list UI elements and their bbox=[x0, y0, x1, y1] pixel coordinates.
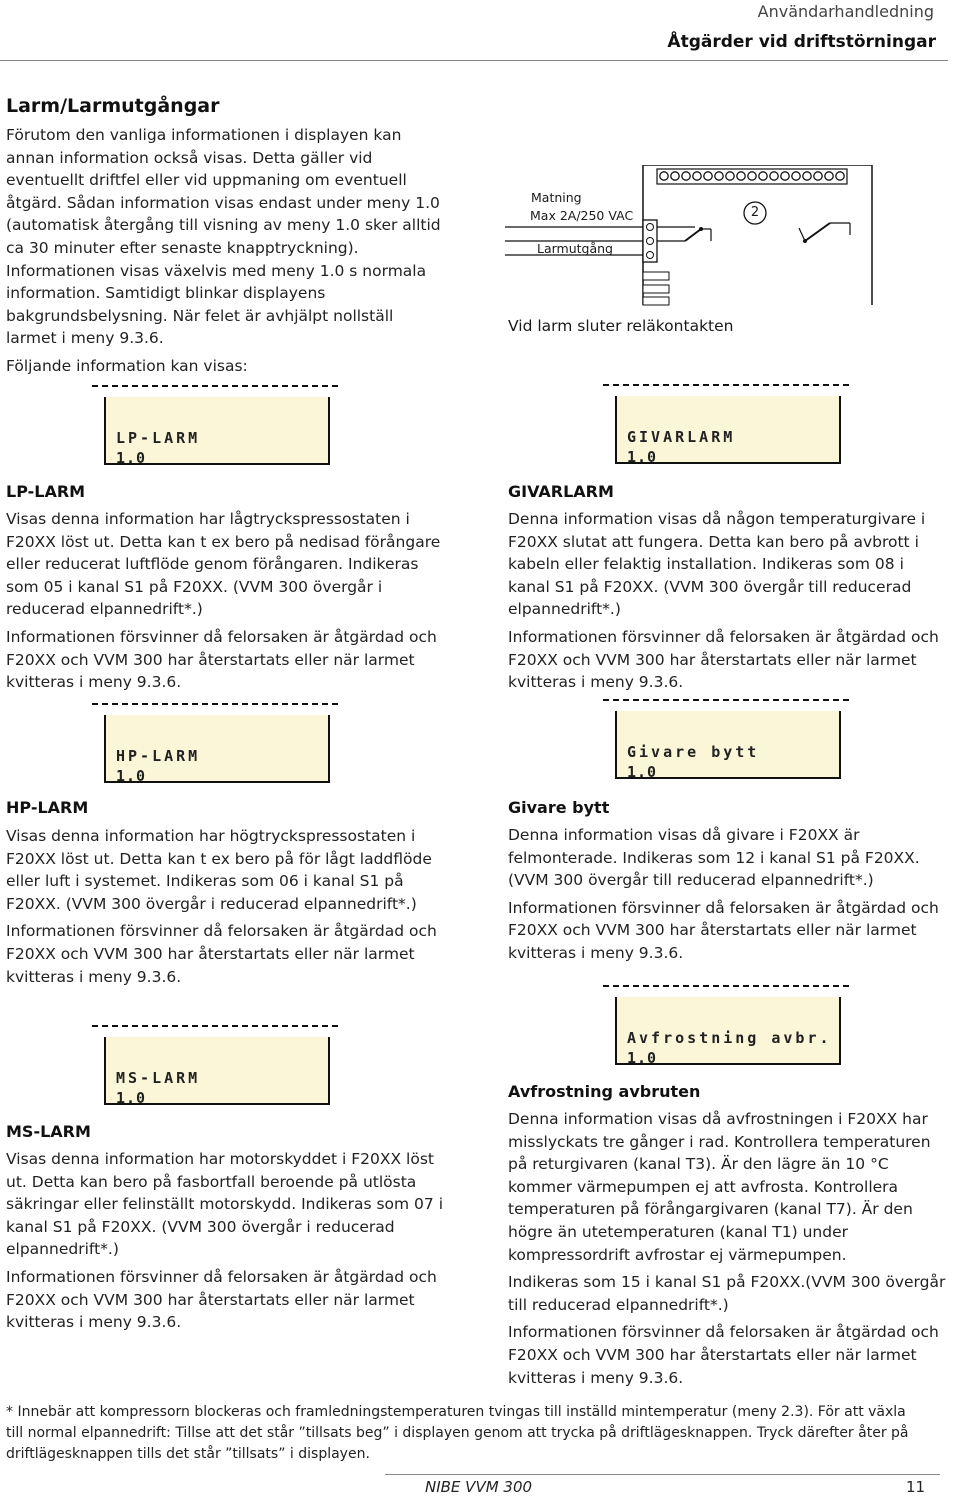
intro-text bbox=[6, 124, 446, 378]
alarm-description: Denna information visas då avfrostningen i F20XX har misslyckats tre gånger i rad. Kontrollera temperaturen på returgivaren (kanal T3). Är den lägre än 10 °C kommer värmepumpen ej att avfrosta. Kontrollera temperaturen på förångargivaren (kanal T7). Är den högre än utetemperaturen (kanal T1) under kompressordrift avfrostar ej värmepumpen. Indikeras som 15 i kanal S1 på F20XX.(VVM 300 övergår till reducerad elpannedrift*.) Informationen försvinner då felorsaken är åtgärdad och F20XX och VVM 300 har återstartats eller när larmet kvitteras i meny 9.3.6. bbox=[508, 1110, 946, 1387]
alarm-description: Denna information visas då någon temperaturgivare i F20XX slutat att fungera. Detta kan bero på avbrott i kabeln eller felaktig installation. Indikeras som 08 i kanal S1 på F20XX. (VVM 300 övergår till reducerad elpannedrift*.) Informationen försvinner då felorsaken är åtgärdad och F20XX och VVM 300 har återstartats eller när larmet kvitteras i meny 9.3.6. bbox=[508, 510, 939, 692]
footnote: * Innebär att kompressorn blockeras och framledningstemperaturen tvingas till inställd mintemperatur (meny 2.3). För att växla till normal elpannedrift: Tillse att det står ”tillsats beg” i displayen genom att trycka på driftlägesknappen. Tryck därefter åter på driftlägesknappen tills det står ”tillsats” i displayen. bbox=[6, 1404, 909, 1462]
display-line-1: MS-LARM bbox=[116, 1069, 201, 1087]
display-line-2: 1.0 bbox=[627, 763, 658, 781]
alarm-description: Denna information visas då givare i F20XX är felmonterade. Indikeras som 12 i kanal S1 på F20XX. (VVM 300 övergår till reducerad elpannedrift*.) Informationen försvinner då felorsaken är åtgärdad och F20XX och VVM 300 har återstartats eller när larmet kvitteras i meny 9.3.6. bbox=[508, 826, 939, 962]
max-rating-label: Max 2A/250 VAC bbox=[530, 208, 634, 223]
alarm-title: Givare bytt bbox=[508, 798, 610, 817]
relay-wiring-drawing bbox=[505, 165, 945, 310]
doc-type: Användarhandledning bbox=[757, 2, 934, 21]
display-line-1: LP-LARM bbox=[116, 429, 201, 447]
display-line-2: 1.0 bbox=[116, 449, 147, 467]
terminal-number: 2 bbox=[750, 205, 760, 220]
diagram-caption: Vid larm sluter reläkontakten bbox=[508, 317, 734, 335]
display-line-2: 1.0 bbox=[627, 448, 658, 466]
intro-following: Följande information kan visas: bbox=[6, 356, 248, 375]
footer-divider bbox=[385, 1474, 940, 1475]
supply-label: Matning bbox=[531, 190, 582, 205]
alarm-description: Visas denna information har lågtryckspressostaten i F20XX löst ut. Detta kan t ex bero på nedisad förångare eller reducerat luftflöde genom förångaren. Indikeras som 05 i kanal S1 på F20XX. (VVM 300 övergår i reducerad elpannedrift*.) Informationen försvinner då felorsaken är åtgärdad och F20XX och VVM 300 har återstartats eller när larmet kvitteras i meny 9.3.6. bbox=[6, 510, 441, 692]
display-givare-bytt bbox=[603, 699, 843, 789]
display-line-2: 1.0 bbox=[627, 1049, 658, 1067]
display-line-1: Givare bytt bbox=[627, 743, 760, 761]
alarm-title: GIVARLARM bbox=[508, 482, 614, 501]
display-ms-larm bbox=[92, 1025, 332, 1115]
display-line-1: HP-LARM bbox=[116, 747, 201, 765]
intro-paragraph: Förutom den vanliga informationen i displayen kan annan information också visas. Detta gäller vid eventuellt driftfel eller vid uppmaning om eventuell åtgärd. Sådan information visas endast under meny 1.0 (automatisk återgång till visning av meny 1.0 sker alltid ca 30 minuter efter senaste knapptryckning). Informationen visas växelvis med meny 1.0 s normala information. Samtidigt blinkar displayens bakgrundsbelysning. När felet är avhjälpt nollställ larmet i meny 9.3.6. bbox=[6, 126, 441, 348]
display-line-1: Avfrostning avbr. bbox=[627, 1029, 832, 1047]
display-line-2: 1.0 bbox=[116, 767, 147, 785]
display-avfrostning bbox=[603, 985, 843, 1075]
alarm-title: HP-LARM bbox=[6, 798, 89, 817]
alarm-title: MS-LARM bbox=[6, 1122, 91, 1141]
display-line-1: GIVARLARM bbox=[627, 428, 736, 446]
alarm-output-label: Larmutgång bbox=[537, 241, 613, 256]
alarm-description: Visas denna information har motorskyddet i F20XX löst ut. Detta kan bero på fasbortfall beroende på utlösta säkringar eller felinställt motorskydd. Indikeras som 07 i kanal S1 på F20XX. (VVM 300 övergår i reducerad elpannedrift*.) Informationen försvinner då felorsaken är åtgärdad och F20XX och VVM 300 har återstartats eller när larmet kvitteras i meny 9.3.6. bbox=[6, 1150, 444, 1332]
section-title: Åtgärder vid driftstörningar bbox=[667, 32, 936, 52]
page-heading: Larm/Larmutgångar bbox=[6, 95, 220, 117]
display-givarlarm bbox=[603, 384, 843, 474]
relay-diagram bbox=[505, 165, 945, 355]
display-hp-larm bbox=[92, 703, 332, 793]
footer-brand: NIBE VVM 300 bbox=[425, 1478, 533, 1496]
alarm-description: Visas denna information har högtryckspressostaten i F20XX löst ut. Detta kan t ex bero på för lågt laddflöde eller luft i systemet. Indikeras som 06 i kanal S1 på F20XX. (VVM 300 övergår i reducerad elpannedrift*.) Informationen försvinner då felorsaken är åtgärdad och F20XX och VVM 300 har återstartats eller när larmet kvitteras i meny 9.3.6. bbox=[6, 827, 437, 986]
alarm-title: Avfrostning avbruten bbox=[508, 1082, 701, 1101]
header-divider bbox=[0, 60, 948, 61]
display-lp-larm bbox=[92, 385, 332, 475]
page-number: 11 bbox=[906, 1478, 926, 1496]
alarm-title: LP-LARM bbox=[6, 482, 86, 501]
display-line-2: 1.0 bbox=[116, 1089, 147, 1107]
